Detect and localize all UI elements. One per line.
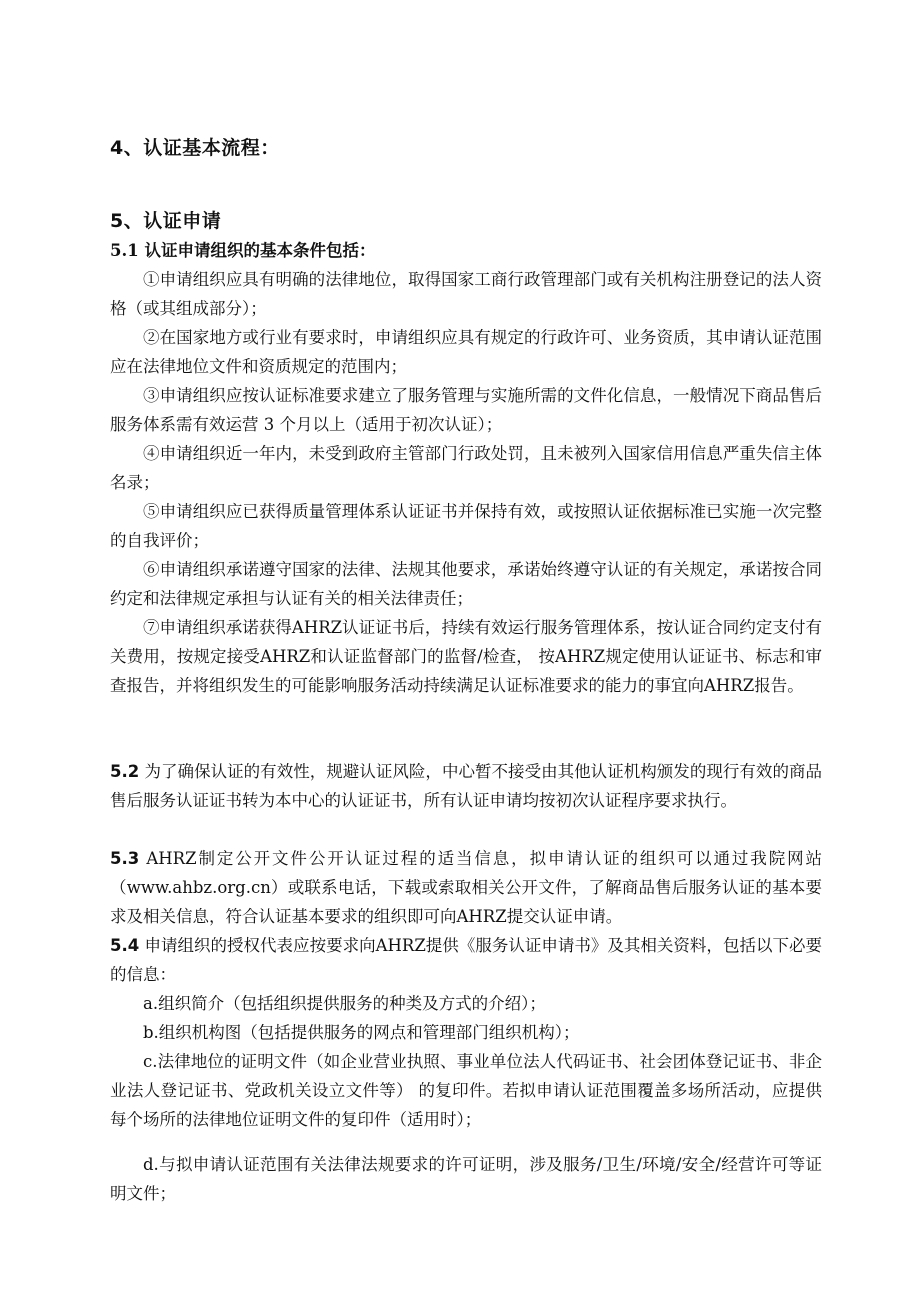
material-a: a.组织简介（包括组织提供服务的种类及方式的介绍）；	[143, 994, 546, 1013]
paragraph-5-2-number: 5.2	[110, 762, 140, 781]
condition-5: ⑤申请组织应已获得质量管理体系认证证书并保持有效，或按照认证依据标准已实施一次完整的自我评价；	[110, 502, 822, 550]
material-d: d.与拟申请认证范围有关法律法规要求的许可证明，涉及服务/卫生/环境/安全/经营许可等证明文件；	[110, 1155, 822, 1203]
paragraph-5-3	[110, 844, 822, 931]
paragraph-5-2	[110, 757, 822, 815]
material-b: b.组织机构图（包括提供服务的网点和管理部门组织机构）；	[143, 1023, 580, 1042]
condition-4: ④申请组织近一年内，未受到政府主管部门行政处罚，且未被列入国家信用信息严重失信主体名录；	[110, 444, 822, 492]
section-4-heading: 4、认证基本流程：	[110, 137, 280, 159]
paragraph-5-4-number: 5.4	[110, 936, 140, 955]
paragraph-5-2-text: 为了确保认证的有效性，规避认证风险，中心暂不接受由其他认证机构颁发的现行有效的商品售后服务认证证书转为本中心的认证证书，所有认证申请均按初次认证程序要求执行。	[110, 762, 822, 810]
paragraph-5-3-number: 5.3	[110, 849, 140, 868]
paragraph-5-4-text: 申请组织的授权代表应按要求向AHRZ提供《服务认证申请书》及其相关资料，包括以下必要的信息：	[110, 936, 822, 984]
condition-1: ①申请组织应具有明确的法律地位，取得国家工商行政管理部门或有关机构注册登记的法人资格（或其组成部分）；	[110, 270, 822, 318]
paragraph-5-3-text: AHRZ制定公开文件公开认证过程的适当信息，拟申请认证的组织可以通过我院网站（www.ahbz.org.cn）或联系电话，下载或索取相关公开文件，了解商品售后服务认证的基本要求及相关信息，符合认证基本要求的组织即可向AHRZ提交认证申请。	[110, 849, 822, 926]
condition-3: ③申请组织应按认证标准要求建立了服务管理与实施所需的文件化信息，一般情况下商品售后服务体系需有效运营 3 个月以上（适用于初次认证）；	[110, 386, 822, 434]
paragraph-5-4	[110, 931, 822, 989]
condition-2: ②在国家地方或行业有要求时，申请组织应具有规定的行政许可、业务资质，其申请认证范围应在法律地位文件和资质规定的范围内；	[110, 328, 822, 376]
section-5-heading: 5、认证申请	[110, 210, 222, 232]
material-c: c.法律地位的证明文件（如企业营业执照、事业单位法人代码证书、社会团体登记证书、非企业法人登记证书、党政机关设立文件等） 的复印件。若拟申请认证范围覆盖多场所活动，应提供每个场所的法律地位证明文件的复印件（适用时）；	[110, 1052, 822, 1129]
condition-7: ⑦申请组织承诺获得AHRZ认证证书后，持续有效运行服务管理体系，按认证合同约定支付有关费用，按规定接受AHRZ和认证监督部门的监督/检查， 按AHRZ规定使用认证证书、标志和审查报告，并将组织发生的可能影响服务活动持续满足认证标准要求的能力的事宜向AHRZ报告。	[110, 618, 822, 695]
condition-6: ⑥申请组织承诺遵守国家的法律、法规其他要求，承诺始终遵守认证的有关规定，承诺按合同约定和法律规定承担与认证有关的相关法律责任；	[110, 560, 822, 608]
section-5-1-heading: 5.1 认证申请组织的基本条件包括：	[110, 241, 376, 260]
